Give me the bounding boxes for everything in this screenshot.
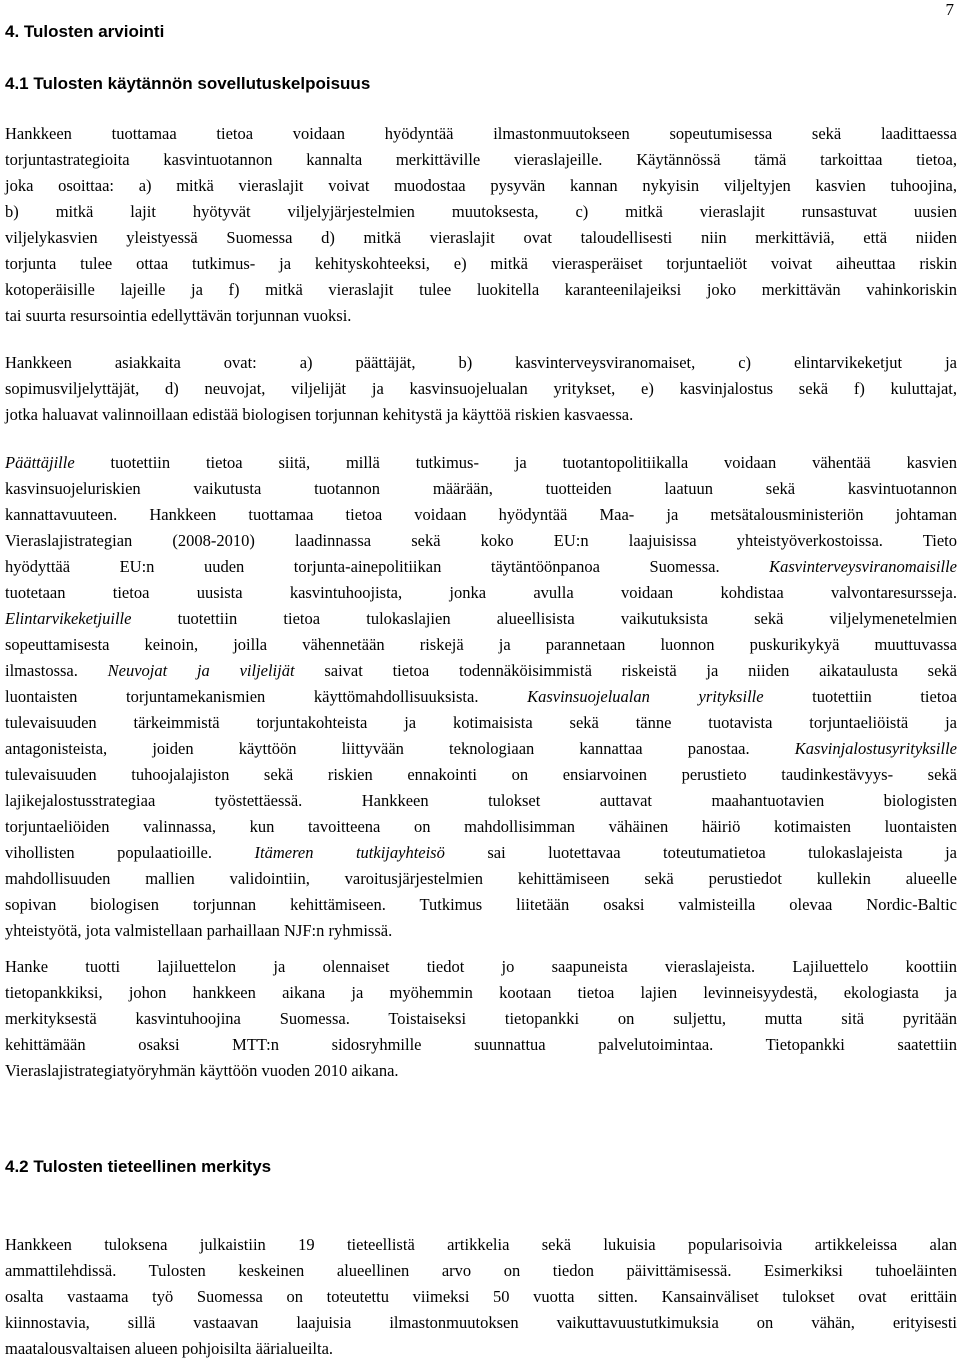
text-line	[5, 147, 957, 173]
text-line	[5, 840, 957, 866]
text-line	[5, 1284, 957, 1310]
text-line	[5, 225, 957, 251]
text-line	[5, 1058, 957, 1084]
italic-text: Elintarvikeketjuille	[5, 609, 132, 628]
text-line	[5, 476, 957, 502]
text-line	[5, 710, 957, 736]
text-line	[5, 684, 957, 710]
text-run: sai luotettavaa toteutumatietoa tulokaslajeista ja	[444, 843, 957, 862]
italic-text: Kasvinterveysviranomaisille	[769, 557, 957, 576]
text-line	[5, 251, 957, 277]
text-run: ammattilehdissä. Tulosten keskeinen alueellinen arvo on tiedon päivittämisessä. Esimerkiksi tuhoeläinten	[5, 1261, 957, 1280]
text-run: vihollisten populaatioille.	[5, 843, 255, 862]
text-line	[5, 1232, 957, 1258]
text-line	[5, 954, 957, 980]
text-run: merkityksestä kasvintuhoojina Suomessa. Toistaiseksi tietopankki on suljettu, mutta sitä pyritään	[5, 1009, 957, 1028]
paragraph-applicability	[5, 121, 957, 329]
italic-text: Kasvinjalostusyrityksille	[794, 739, 957, 758]
text-run: Vieraslajistrategiatyöryhmän käyttöön vuoden 2010 aikana.	[5, 1061, 399, 1080]
text-run: joka osoittaa: a) mitkä vieraslajit voivat muodostaa pysyvän kannan nykyisin viljeltyjen kasvien tuhoojina,	[5, 176, 957, 195]
text-run: torjunta tulee ottaa tutkimus- ja kehityskohteeksi, e) mitkä vierasperäiset torjuntaeliöt voivat aiheuttaa riskin	[5, 254, 957, 273]
text-run: tulevaisuuden tuhoojalajiston sekä riskien ennakointi on ensiarvoinen perustieto taudinkestävyys- sekä	[5, 765, 957, 784]
section-heading-4-1: 4.1 Tulosten käytännön sovellutuskelpoisuus	[5, 74, 371, 93]
section-heading-4-2: 4.2 Tulosten tieteellinen merkitys	[5, 1157, 272, 1176]
chapter-heading: 4. Tulosten arviointi	[5, 22, 165, 41]
italic-text: Päättäjille	[5, 453, 75, 472]
text-run: kasvinsuojeluriskien vaikutusta tuotannon määrään, tuotteiden laatuun sekä kasvintuotannon	[5, 479, 957, 498]
text-run: tulevaisuuden tärkeimmistä torjuntakohteista ja kotimaisista sekä tänne tuotavista torjuntaeliöistä ja	[5, 713, 957, 732]
text-line	[5, 1032, 957, 1058]
text-line	[5, 762, 957, 788]
text-line	[5, 376, 957, 402]
text-line	[5, 736, 957, 762]
text-line	[5, 892, 957, 918]
text-run: saivat tietoa todennäköisimmistä riskeistä ja niiden aikataulusta sekä	[294, 661, 957, 680]
text-line	[5, 866, 957, 892]
text-line	[5, 528, 957, 554]
text-run: kiinnostavia, sillä vastaavan laajuisia ilmastonmuutoksen vaikuttavuustutkimuksia on vähän, erityisesti	[5, 1313, 957, 1332]
text-line	[5, 121, 957, 147]
text-run: ilmastossa.	[5, 661, 108, 680]
text-line	[5, 606, 957, 632]
text-line	[5, 350, 957, 376]
text-run: Hanke tuotti lajiluettelon ja olennaiset tiedot jo saapuneista vieraslajeista. Lajiluettelo koottiin	[5, 957, 957, 976]
text-run: Hankkeen asiakkaita ovat: a) päättäjät, b) kasvinterveysviranomaiset, c) elintarvikeketjut ja	[5, 353, 957, 372]
text-run: tuotetaan tietoa uusista kasvintuhoojista, jonka avulla voidaan kohdistaa valvontaresursseja.	[5, 583, 957, 602]
text-run: lajikejalostusstrategiaa työstettäessä. Hankkeen tulokset auttavat maahantuotavien biologisten	[5, 791, 957, 810]
text-line	[5, 658, 957, 684]
text-line	[5, 580, 957, 606]
paragraph-scientific-significance	[5, 1232, 957, 1362]
text-run: yhteistyötä, jota valmistellaan parhaillaan NJF:n ryhmissä.	[5, 921, 393, 940]
text-run: viljelykasvien yleistyessä Suomessa d) mitkä vieraslajit ovat taloudellisesti niin merkittäviä, että niiden	[5, 228, 957, 247]
italic-text: Kasvinsuojelualan yrityksille	[527, 687, 764, 706]
text-line	[5, 632, 957, 658]
paragraph-clients	[5, 350, 957, 428]
text-run: Hankkeen tuloksena julkaistiin 19 tieteellistä artikkelia sekä lukuisia popularisoivia artikkeleissa alan	[5, 1235, 957, 1254]
text-run: maatalousvaltaisen alueen pohjoisilta äärialueilta.	[5, 1339, 334, 1358]
text-run: tuotettiin tietoa	[763, 687, 957, 706]
italic-text: Itämeren tutkijayhteisö	[254, 843, 445, 862]
text-line	[5, 502, 957, 528]
text-line	[5, 199, 957, 225]
text-line	[5, 1336, 957, 1362]
text-line	[5, 303, 957, 329]
text-run: kannattavuuteen. Hankkeen tuottamaa tietoa voidaan hyödyntää Maa- ja metsätalousministeriön johtaman	[5, 505, 957, 524]
text-run: osalta vastaama työ Suomessa on toteutettu viimeksi 50 vuotta sitten. Kansainväliset tulokset ovat erittäin	[5, 1287, 957, 1306]
text-line	[5, 1258, 957, 1284]
text-line	[5, 277, 957, 303]
text-run: kehittämään osaksi MTT:n sidosryhmille suunnattua palvelutoimintaa. Tietopankki saatettiin	[5, 1035, 957, 1054]
text-run: hyödyttää EU:n uuden torjunta-ainepolitiikan täytäntöönpanoa Suomessa.	[5, 557, 770, 576]
text-run: Hankkeen tuottamaa tietoa voidaan hyödyntää ilmastonmuutokseen sopeutumisessa sekä laadittaessa	[5, 124, 957, 143]
text-line	[5, 1006, 957, 1032]
text-line	[5, 554, 957, 580]
text-line	[5, 402, 957, 428]
text-run: antagonisteista, joiden käyttöön liittyvään teknologiaan kannattaa panostaa.	[5, 739, 795, 758]
text-line	[5, 980, 957, 1006]
text-run: sopimusviljelyttäjät, d) neuvojat, viljelijät ja kasvinsuojelualan yritykset, e) kasvinjalostus sekä f) kuluttajat,	[5, 379, 957, 398]
text-run: tuotettiin tietoa tulokaslajien alueellisista vaikutuksista sekä viljelymenetelmien	[131, 609, 957, 628]
text-run: luontaisten torjuntamekanismien käyttömahdollisuuksista.	[5, 687, 528, 706]
text-run: sopivan biologisen torjunnan kehittämiseen. Tutkimus liitetään osaksi valmisteilla olevaa Nordic-Baltic	[5, 895, 957, 914]
text-line	[5, 814, 957, 840]
text-line	[5, 1310, 957, 1336]
paragraph-species-list	[5, 954, 957, 1084]
text-line	[5, 918, 957, 944]
text-run: jotka haluavat valinnoillaan edistää biologisen torjunnan kehitystä ja käyttöä riskien kasvaessa.	[5, 405, 634, 424]
text-run: b) mitkä lajit hyötyvät viljelyjärjestelmien muutoksesta, c) mitkä vieraslajit runsastuvat uusien	[5, 202, 957, 221]
text-run: tai suurta resursointia edellyttävän torjunnan vuoksi.	[5, 306, 352, 325]
text-run: sopeuttamisesta keinoin, joilla vähennetään riskejä ja parannetaan luonnon puskurikykyä muuttuvassa	[5, 635, 957, 654]
text-run: kotoperäisille lajeille ja f) mitkä vieraslajit tulee luokitella karanteenilajeiksi joko merkittävän vahinkoriskin	[5, 280, 957, 299]
paragraph-benefits-by-group	[5, 450, 957, 944]
text-line	[5, 173, 957, 199]
text-run: Vieraslajistrategian (2008-2010) laadinnassa sekä koko EU:n laajuisissa yhteistyöverkostoissa. Tieto	[5, 531, 957, 550]
text-line	[5, 450, 957, 476]
text-run: mahdollisuuden mallien validointiin, varoitusjärjestelmien kehittämiseen sekä perustiedot kullekin alueelle	[5, 869, 957, 888]
italic-text: Neuvojat ja viljelijät	[107, 661, 295, 680]
text-run: tietopankkiksi, johon hankkeen aikana ja myöhemmin kootaan tietoa lajien levinneisyydestä, ekologiasta ja	[5, 983, 957, 1002]
text-run: tuotettiin tietoa siitä, millä tutkimus- ja tuotantopolitiikalla voidaan vähentää kasvien	[74, 453, 957, 472]
page-number: 7	[945, 0, 954, 19]
text-line	[5, 788, 957, 814]
text-run: torjuntastrategioita kasvintuotannon kannalta merkittäville vieraslajeille. Käytännössä tämä tarkoittaa tietoa,	[5, 150, 957, 169]
text-run: torjuntaeliöiden valinnassa, kun tavoitteena on mahdollisimman vähäinen häiriö kotimaisten luontaisten	[5, 817, 957, 836]
